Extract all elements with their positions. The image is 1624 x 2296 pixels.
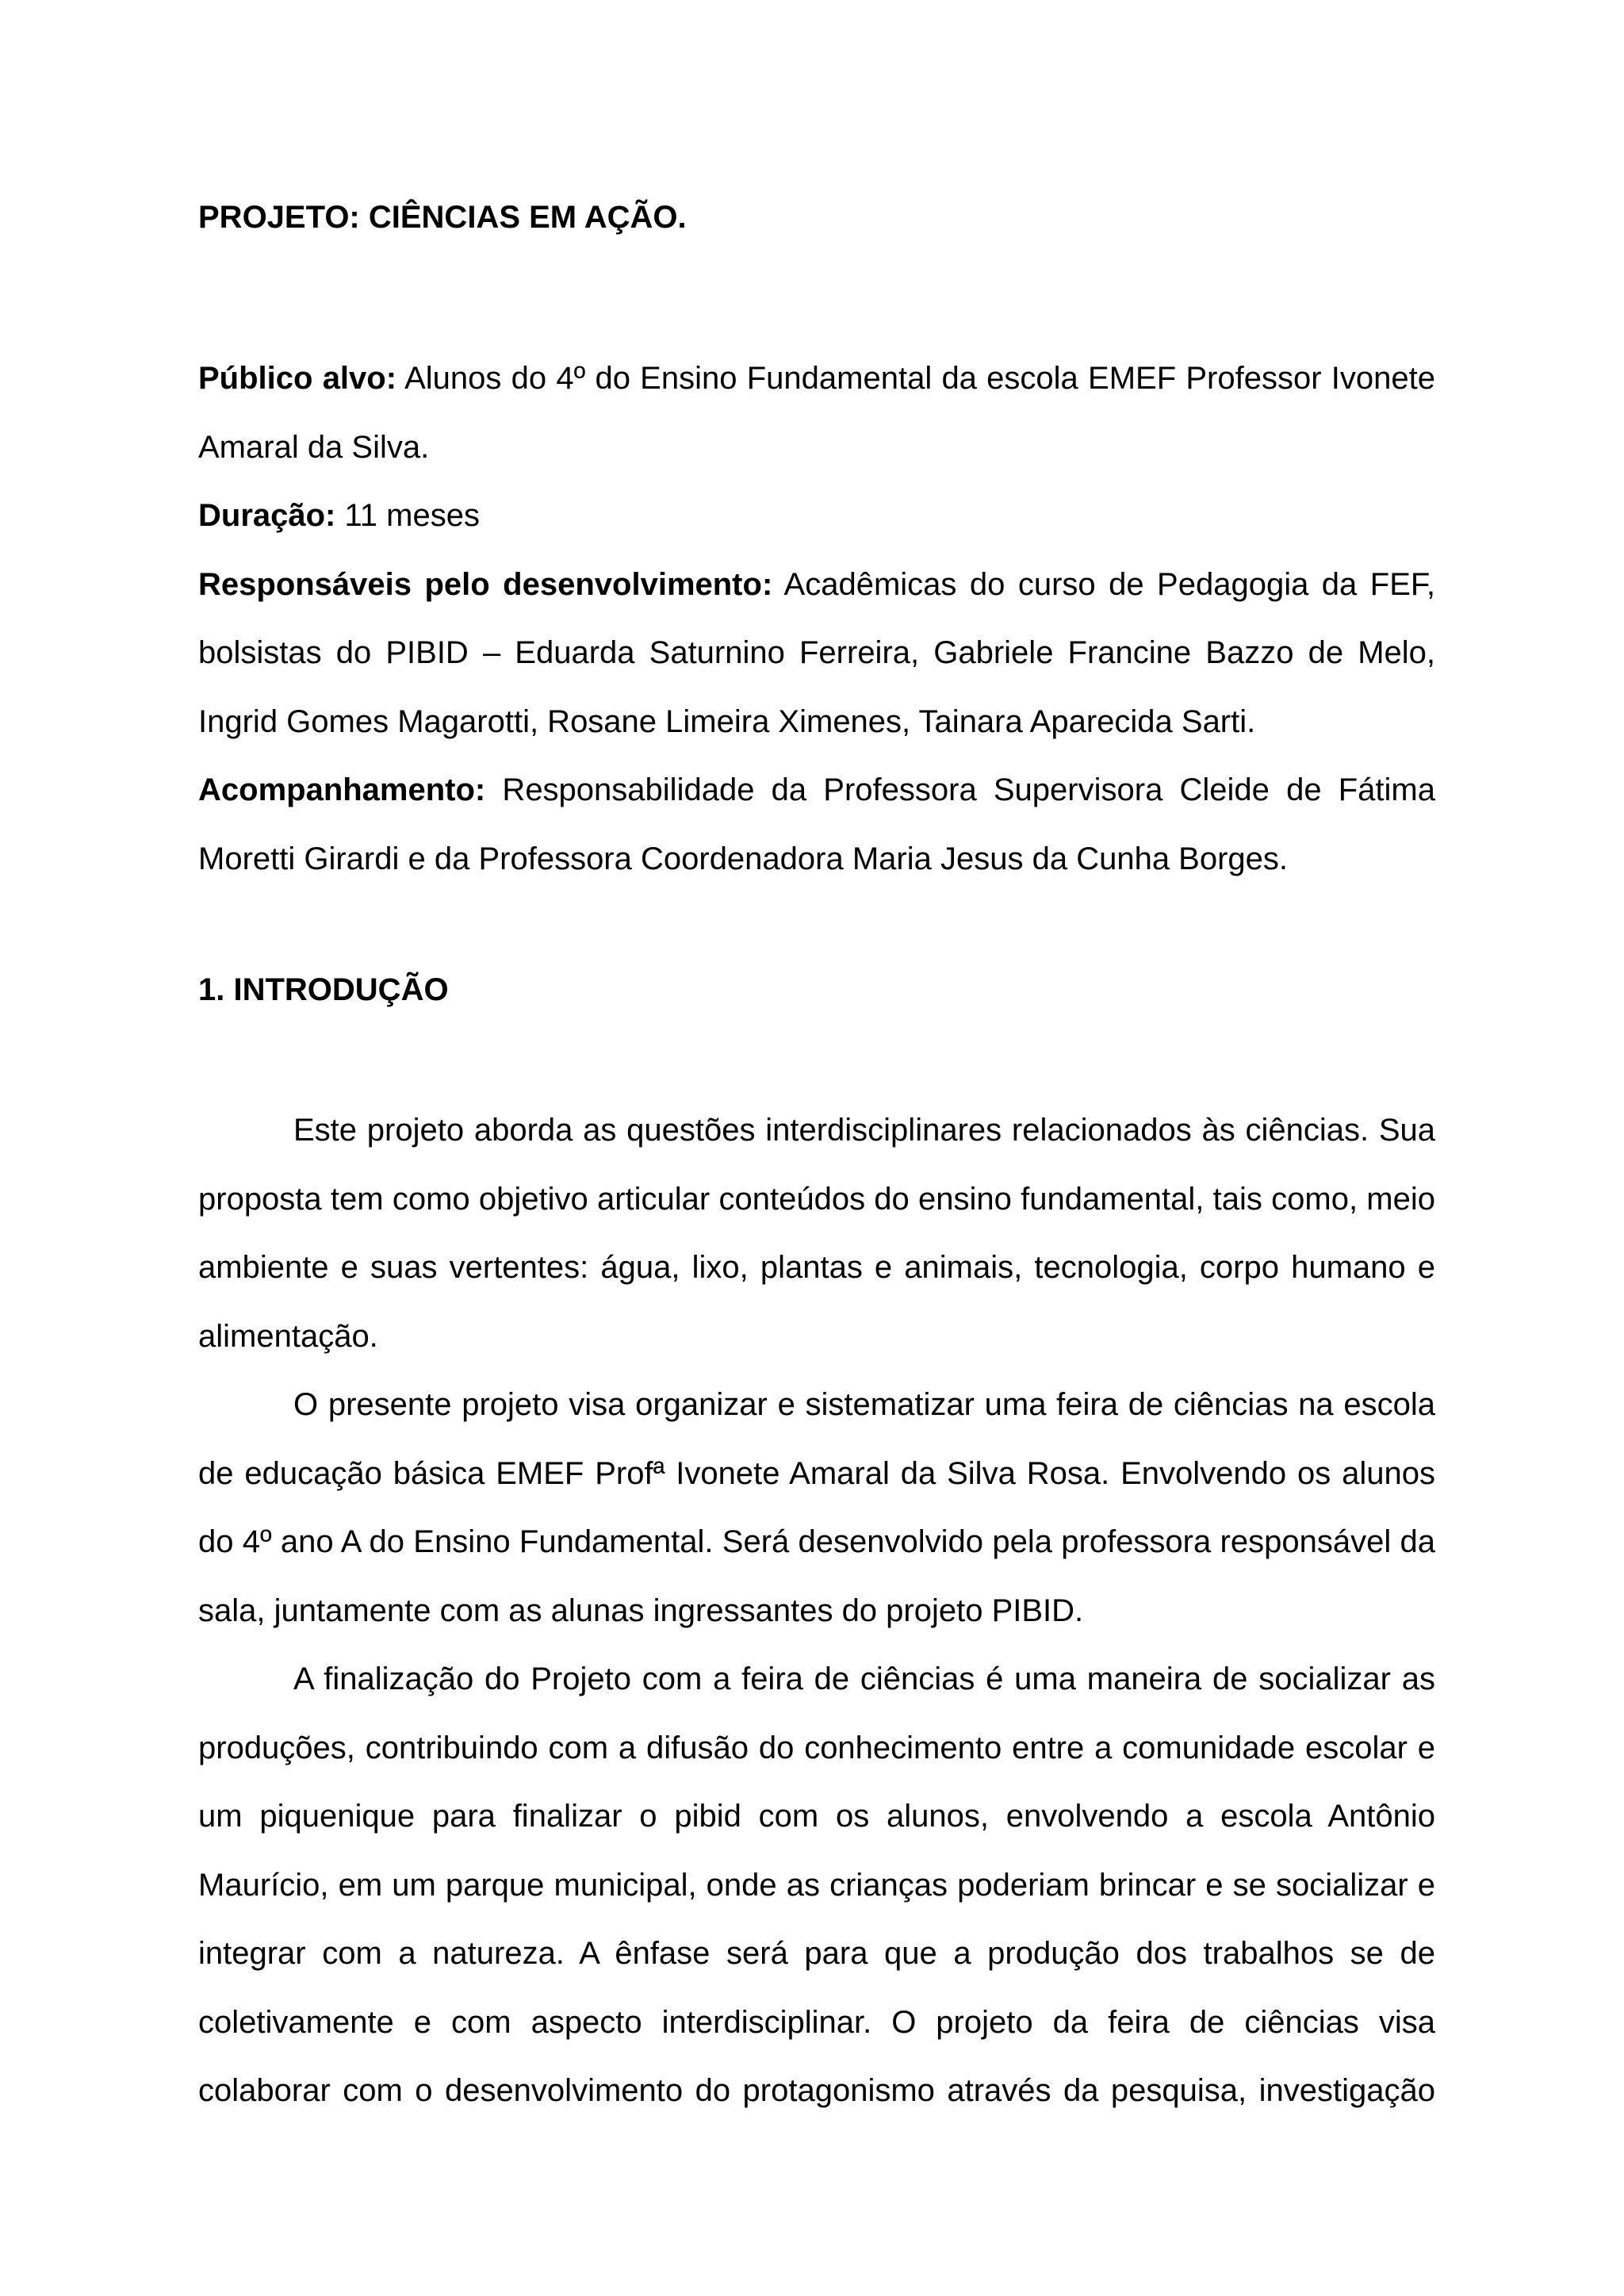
paragraph-3: A finalização do Projeto com a feira de ciências é uma maneira de socializar as produções, contribuindo com a difusão do conhecimento entre a comunidade escolar e um piquenique para finalizar o pibid com os alunos, envolvendo a escola Antônio Maurício, em um parque municipal, onde as crianças poderiam brincar e se socializar e integrar com a natureza. A ênfase será para que a produção dos trabalhos se de coletivamente e com aspecto interdisciplinar. O projeto da feira de ciências visa colaborar com o desenvolvimento do protagonismo através da pesquisa, investigação [198,1662,1435,2108]
document-title: PROJETO: CIÊNCIAS EM AÇÃO. [198,200,687,235]
acompanhamento-value: Responsabilidade da Professora Supervisora Cleide de Fátima Moretti Girardi e da Professora Coordenadora Maria Jesus da Cunha Borges. [198,772,1435,876]
publico-alvo-value: Alunos do 4º do Ensino Fundamental da escola EMEF Professor Ivonete Amaral da Silva. [198,361,1436,465]
project-metadata [198,344,1435,893]
acompanhamento-label: Acompanhamento: [198,772,486,807]
responsaveis-value: Acadêmicas do curso de Pedagogia da FEF, bolsistas do PIBID – Eduarda Saturnino Ferreira, Gabriele Francine Bazzo de Melo, Ingrid Gomes Magarotti, Rosane Limeira Ximenes, Tainara Aparecida Sarti. [198,566,1435,739]
responsaveis-label: Responsáveis pelo desenvolvimento: [198,566,773,602]
publico-alvo-line [198,344,1435,481]
publico-alvo-label: Público alvo: [198,361,397,396]
duracao-label: Duração: [198,498,336,533]
acompanhamento-line [198,756,1435,893]
document-page [198,197,1435,2125]
responsaveis-line [198,550,1435,757]
section-heading-introducao: 1. INTRODUÇÃO [198,972,449,1007]
duracao-value: 11 meses [335,498,480,533]
paragraph-1: Este projeto aborda as questões interdisciplinares relacionados às ciências. Sua proposta tem como objetivo articular conteúdos do ensino fundamental, tais como, meio ambiente e suas vertentes: água, lixo, plantas e animais, tecnologia, corpo humano e alimentação. [198,1113,1435,1354]
introducao-body [198,1096,1435,2125]
paragraph-2: O presente projeto visa organizar e sistematizar uma feira de ciências na escola de educação básica EMEF Profª Ivonete Amaral da Silva Rosa. Envolvendo os alunos do 4º ano A do Ensino Fundamental. Será desenvolvido pela professora responsável da sala, juntamente com as alunas ingressantes do projeto PIBID. [198,1387,1435,1628]
duracao-line [198,481,1435,550]
